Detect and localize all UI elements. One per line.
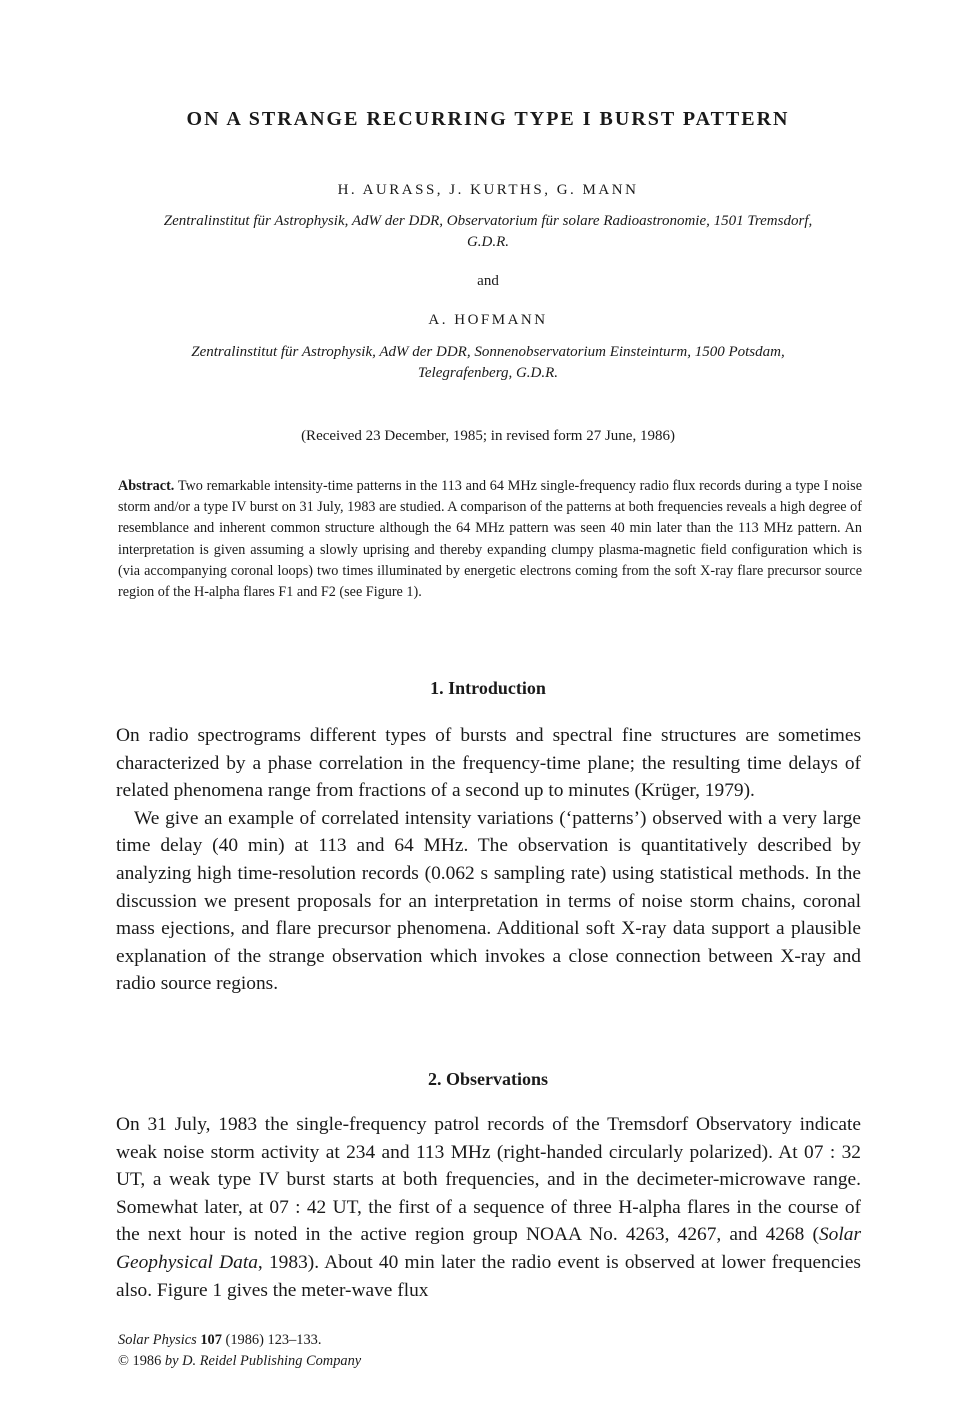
author-list-1: H. AURASS, J. KURTHS, G. MANN <box>337 182 639 198</box>
paper-title: ON A STRANGE RECURRING TYPE I BURST PATTERN <box>186 108 790 130</box>
introduction-body <box>116 722 861 998</box>
abstract <box>118 476 862 603</box>
observations-paragraph-1 <box>116 1111 861 1304</box>
citation-solar-geophysical-data: Solar Geophysical Data <box>116 1224 861 1273</box>
affiliation-2-line2: Telegrafenberg, G.D.R. <box>417 365 559 381</box>
observations-text-a: On 31 July, 1983 the single-frequency patrol records of the Tremsdorf Observatory indicate weak noise storm activity at 234 and 113 MHz (right-handed circularly polarized). At 07 : 32 UT, a weak type IV burst starts at both frequencies, and in the decimeter-microwave range. Somewhat later, at 07 : 42 UT, the first of a sequence of three H-alpha flares in the course of the next hour is noted in the active region group NOAA No. 4263, 4267, and 4268 ( <box>116 1114 861 1246</box>
journal-citation <box>118 1330 361 1351</box>
author-list-2: A. HOFMANN <box>428 312 548 328</box>
section-heading-introduction: 1. Introduction <box>430 678 546 698</box>
affiliation-1-line2: G.D.R. <box>466 234 510 250</box>
copyright-symbol: © <box>118 1353 129 1369</box>
affiliation-1-line1: Zentralinstitut für Astrophysik, AdW der DDR, Observatorium für solare Radioastronomie, 1501 Tremsdorf, <box>163 213 813 229</box>
introduction-paragraph-1: On radio spectrograms different types of bursts and spectral fine structures are sometimes characterized by a phase correlation in the frequency-time plane; the resulting time delays of related phenomena range from fractions of a second up to minutes (Krüger, 1979). <box>116 725 861 802</box>
journal-footer <box>118 1330 361 1372</box>
observations-body <box>116 1111 861 1304</box>
publisher-name: by D. Reidel Publishing Company <box>164 1353 362 1369</box>
journal-pages: (1986) 123–133. <box>221 1332 322 1348</box>
journal-volume: 107 <box>200 1332 222 1348</box>
section-heading-observations: 2. Observations <box>427 1069 548 1089</box>
copyright-line <box>118 1351 361 1372</box>
received-dates: (Received 23 December, 1985; in revised form 27 June, 1986) <box>301 428 675 444</box>
abstract-label: Abstract. <box>118 478 175 494</box>
and-separator: and <box>477 273 499 289</box>
journal-name: Solar Physics <box>118 1332 197 1348</box>
affiliation-2 <box>110 342 866 384</box>
introduction-paragraph-2: We give an example of correlated intensity variations (‘patterns’) observed with a very large time delay (40 min) at 113 and 64 MHz. The observation is quantitatively described by analyzing high time-resolution records (0.062 s sampling rate) using statistical methods. In the discussion we present proposals for an interpretation in terms of noise storm chains, coronal mass ejections, and flare precursor phenomena. Additional soft X-ray data support a plausible explanation of the strange observation which invokes a close connection between X-ray and radio source regions. <box>116 807 861 995</box>
copyright-year: 1986 <box>128 1353 165 1369</box>
observations-text-b: , 1983). About 40 min later the radio event is observed at lower frequencies also. Figure 1 gives the meter-wave flux <box>116 1251 861 1301</box>
affiliation-2-line1: Zentralinstitut für Astrophysik, AdW der DDR, Sonnenobservatorium Einsteinturm, 1500 Potsdam, <box>191 344 785 360</box>
abstract-text: Two remarkable intensity-time patterns in the 113 and 64 MHz single-frequency radio flux records during a type I noise storm and/or a type IV burst on 31 July, 1983 are studied. A comparison of the patterns at both frequencies reveals a high degree of resemblance and inherent common structure although the 64 MHz pattern was seen 40 min later than the 113 MHz pattern. An interpretation is given assuming a slowly uprising and thereby expanding clumpy plasma-magnetic field configuration which is (via accompanying coronal loops) two times illuminated by energetic electrons coming from the soft X-ray flare precursor source region of the H-alpha flares F1 and F2 (see Figure 1). <box>118 478 862 601</box>
affiliation-1 <box>110 211 866 253</box>
